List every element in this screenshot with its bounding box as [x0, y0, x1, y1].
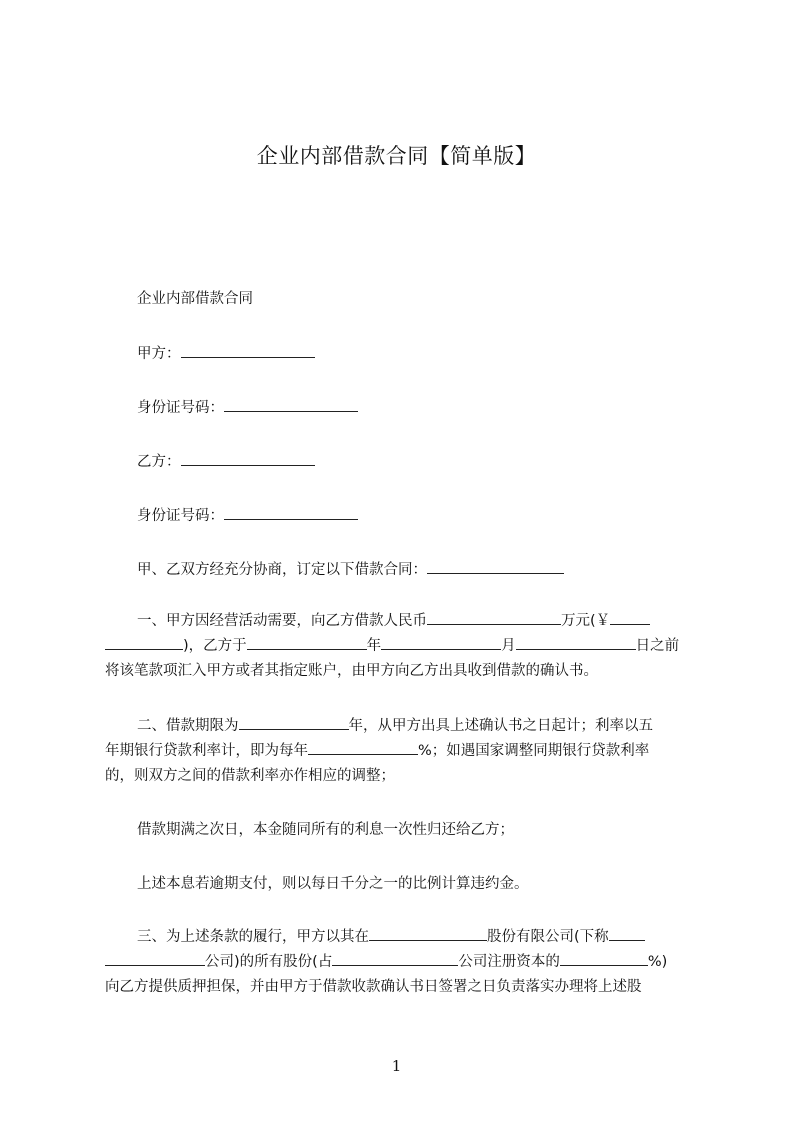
party-b-id-line [137, 505, 358, 526]
party-a-label: 甲方： [137, 346, 181, 362]
intro-line [137, 559, 564, 580]
day-blank[interactable] [516, 635, 636, 650]
clause-2-text-c: 年期银行贷款利率计，即为每年 [105, 743, 308, 759]
party-b-blank[interactable] [181, 451, 315, 466]
party-a-id-label: 身份证号码： [137, 400, 224, 416]
clause-1-month: 月 [501, 638, 516, 654]
party-a-line [137, 343, 315, 364]
company-name-blank[interactable] [369, 926, 487, 941]
clause-2 [105, 714, 699, 789]
party-b-label: 乙方： [137, 454, 181, 470]
intro-text: 甲、乙双方经充分协商，订定以下借款合同： [137, 562, 427, 578]
party-a-blank[interactable] [181, 343, 315, 358]
intro-blank[interactable] [427, 559, 564, 574]
clause-3-text-d: 公司注册资本的 [458, 954, 560, 970]
loan-amount-figure-blank[interactable] [610, 610, 650, 625]
clause-2-text-d: %；如遇国家调整同期银行贷款利率 [418, 743, 650, 759]
clause-1-text-b: 万元(￥ [561, 613, 611, 629]
clause-3-text-b: 股份有限公司(下称 [487, 929, 609, 945]
maturity-line: 借款期满之次日，本金随同所有的利息一次性归还给乙方； [137, 822, 514, 838]
party-a-id-blank[interactable] [224, 397, 358, 412]
clause-3-text-a: 三、为上述条款的履行，甲方以其在 [137, 929, 369, 945]
clause-1-text-c: )，乙方于 [183, 638, 247, 654]
clause-1-day: 日之前 [635, 638, 680, 654]
clause-2-text-a: 二、借款期限为 [137, 718, 239, 734]
year-blank[interactable] [247, 635, 367, 650]
clause-3-text-c: 公司)的所有股份(占 [205, 954, 333, 970]
party-b-id-blank[interactable] [224, 505, 358, 520]
clause-2-text-e: 的，则双方之间的借款利率亦作相应的调整； [105, 768, 395, 784]
clause-1-year: 年 [366, 638, 382, 654]
interest-rate-blank[interactable] [308, 740, 418, 755]
clause-1-text-d: 将该笔款项汇入甲方或者其指定账户，由甲方向乙方出具收到借款的确认书。 [105, 663, 598, 679]
party-b-id-label: 身份证号码： [137, 508, 224, 524]
share-percent-blank[interactable] [560, 951, 648, 966]
party-b-line [137, 451, 315, 472]
party-a-id-line [137, 397, 358, 418]
clause-1-text-a: 一、甲方因经营活动需要，向乙方借款人民币 [137, 613, 427, 629]
contract-heading: 企业内部借款合同 [137, 291, 253, 307]
clause-3-text-f: 向乙方提供质押担保，并由甲方于借款收款确认书日签署之日负责落实办理将上述股 [105, 979, 642, 995]
loan-term-blank[interactable] [239, 715, 349, 730]
company-short-name-blank-cont[interactable] [105, 951, 205, 966]
penalty-line: 上述本息若逾期支付，则以每日千分之一的比例计算违约金。 [137, 876, 529, 892]
company-short-name-blank[interactable] [609, 926, 645, 941]
share-ratio-blank[interactable] [332, 951, 458, 966]
clause-1 [105, 609, 699, 684]
clause-3-text-e: %) [647, 954, 668, 970]
month-blank[interactable] [381, 635, 501, 650]
page-number: 1 [391, 1057, 402, 1075]
loan-amount-figure-blank-cont[interactable] [105, 635, 183, 650]
clause-2-text-b: 年，从甲方出具上述确认书之日起计；利率以五 [348, 718, 653, 734]
clause-3 [105, 925, 699, 1000]
document-title: 企业内部借款合同【简单版】 [256, 144, 537, 168]
loan-amount-blank[interactable] [427, 610, 561, 625]
